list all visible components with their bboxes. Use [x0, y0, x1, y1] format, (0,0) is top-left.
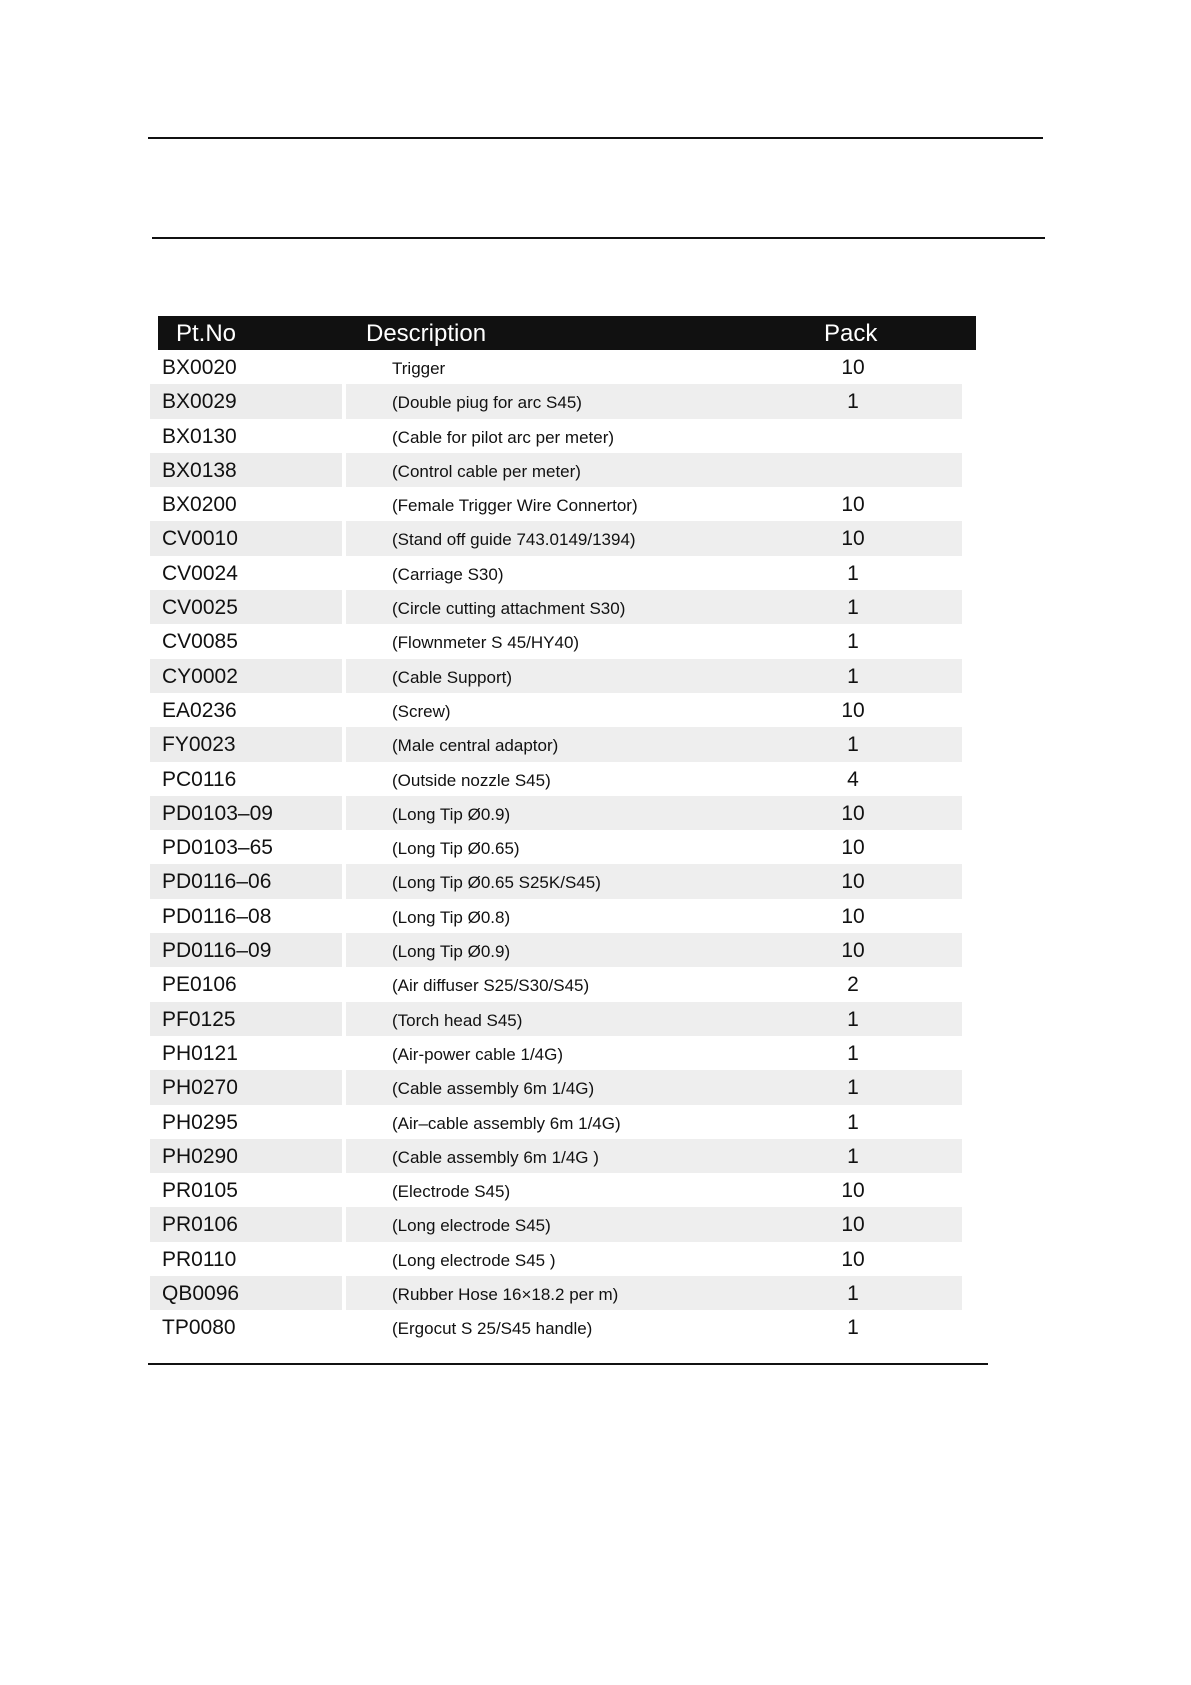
- bottom-rule: [148, 1363, 988, 1365]
- table-row: [150, 521, 980, 555]
- part-description: (Control cable per meter): [392, 461, 581, 481]
- part-number: PH0270: [162, 1076, 238, 1100]
- table-row: [150, 1105, 980, 1139]
- part-number: PD0116–09: [162, 939, 272, 963]
- part-number: PD0103–65: [162, 836, 273, 860]
- table-row: [150, 556, 980, 590]
- pack-quantity: 1: [847, 664, 859, 688]
- part-description: (Circle cutting attachment S30): [392, 599, 626, 619]
- table-row: [150, 1173, 980, 1207]
- table-row: [150, 1070, 980, 1104]
- part-description: Trigger: [392, 359, 446, 378]
- part-description: (Long Tip Ø0.65): [392, 839, 520, 859]
- part-description: (Torch head S45): [392, 1010, 523, 1030]
- pack-quantity: 1: [847, 733, 859, 757]
- part-description: (Outside nozzle S45): [392, 770, 551, 790]
- part-number: BX0020: [162, 356, 237, 379]
- table-row: [150, 659, 980, 693]
- pack-quantity: 1: [847, 1144, 859, 1168]
- table-row: [150, 830, 980, 864]
- part-number: CV0010: [162, 527, 238, 551]
- part-number: FY0023: [162, 733, 236, 757]
- table-row: [150, 1036, 980, 1070]
- part-description: (Stand off guide 743.0149/1394): [392, 530, 636, 550]
- part-number: PE0106: [162, 973, 237, 997]
- pack-quantity: 10: [841, 1213, 865, 1237]
- part-description: (Cable for pilot arc per meter): [392, 427, 615, 447]
- table-row: [150, 487, 980, 521]
- header-rule: [152, 237, 1045, 239]
- part-description: (Ergocut S 25/S45 handle): [392, 1319, 593, 1339]
- header-description: Description: [366, 320, 487, 347]
- part-number: BX0200: [162, 493, 237, 517]
- pack-quantity: 10: [841, 1179, 865, 1203]
- part-number: BX0029: [162, 390, 237, 414]
- part-description: (Long Tip Ø0.65 S25K/S45): [392, 873, 601, 893]
- table-row: [150, 1276, 980, 1310]
- table-row: [150, 727, 980, 761]
- part-description: (Long Tip Ø0.9): [392, 942, 511, 962]
- part-description: (Air diffuser S25/S30/S45): [392, 976, 590, 996]
- table-row: [150, 899, 980, 933]
- pack-quantity: 10: [841, 493, 865, 517]
- pack-quantity: 10: [841, 904, 865, 928]
- table-row: [150, 967, 980, 1001]
- part-number: QB0096: [162, 1282, 240, 1306]
- header-pt-no: Pt.No: [176, 320, 237, 347]
- table-row: [150, 590, 980, 624]
- pack-quantity: 10: [841, 870, 865, 894]
- pack-quantity: 10: [841, 356, 865, 379]
- table-row: [150, 1310, 980, 1344]
- part-description: (Carriage S30): [392, 564, 504, 584]
- part-number: CV0025: [162, 596, 238, 620]
- pack-quantity: 1: [847, 630, 859, 654]
- part-number: BX0138: [162, 458, 237, 482]
- pack-quantity: 1: [847, 596, 859, 620]
- part-description: (Male central adaptor): [392, 736, 559, 756]
- part-number: TP0080: [162, 1316, 236, 1340]
- part-number: PR0110: [162, 1247, 237, 1271]
- table-row: [150, 693, 980, 727]
- pack-quantity: 1: [847, 1007, 859, 1031]
- part-description: (Screw): [392, 701, 451, 721]
- part-number: PH0295: [162, 1110, 238, 1134]
- table-row: [150, 933, 980, 967]
- part-number: PD0116–08: [162, 904, 272, 928]
- part-description: (Air–cable assembly 6m 1/4G): [392, 1113, 621, 1133]
- table-row: [150, 796, 980, 830]
- part-number: PH0121: [162, 1041, 238, 1065]
- part-description: (Flownmeter S 45/HY40): [392, 633, 580, 653]
- part-number: PR0105: [162, 1179, 238, 1203]
- part-description: (Air-power cable 1/4G): [392, 1044, 564, 1064]
- pack-quantity: 10: [841, 527, 865, 551]
- table-row: [150, 384, 980, 418]
- part-number: CY0002: [162, 664, 238, 688]
- pack-quantity: 10: [841, 1247, 865, 1271]
- part-description: (Cable assembly 6m 1/4G ): [392, 1147, 599, 1167]
- part-description: (Long Tip Ø0.8): [392, 907, 511, 927]
- part-number: PD0103–09: [162, 801, 273, 825]
- pack-quantity: 4: [847, 767, 859, 791]
- part-description: (Double piug for arc S45): [392, 393, 582, 413]
- table-row: [150, 1002, 980, 1036]
- part-number: PC0116: [162, 767, 237, 791]
- part-number: CV0024: [162, 561, 238, 585]
- part-description: (Electrode S45): [392, 1182, 511, 1202]
- table-row: [150, 624, 980, 658]
- top-rule: [148, 137, 1043, 139]
- pack-quantity: 2: [847, 973, 859, 997]
- part-number: PH0290: [162, 1144, 238, 1168]
- table-row: [150, 762, 980, 796]
- header-pack: Pack: [824, 320, 878, 347]
- table-row: [150, 864, 980, 898]
- table-header: [158, 316, 976, 350]
- table-row: [150, 350, 980, 384]
- part-number: BX0130: [162, 424, 237, 448]
- pack-quantity: 1: [847, 1041, 859, 1065]
- pack-quantity: 1: [847, 1110, 859, 1134]
- part-description: (Rubber Hose 16×18.2 per m): [392, 1285, 619, 1305]
- part-description: (Long electrode S45): [392, 1216, 551, 1236]
- part-number: PF0125: [162, 1007, 236, 1031]
- pack-quantity: 10: [841, 801, 865, 825]
- part-number: PD0116–06: [162, 870, 272, 894]
- pack-quantity: 1: [847, 1282, 859, 1306]
- part-description: (Cable Support): [392, 667, 513, 687]
- table-row: [150, 419, 980, 453]
- table-row: [150, 1139, 980, 1173]
- table-row: [150, 1207, 980, 1241]
- part-number: PR0106: [162, 1213, 238, 1237]
- part-description: (Long electrode S45 ): [392, 1250, 556, 1270]
- parts-table: [150, 316, 980, 1345]
- pack-quantity: 10: [841, 836, 865, 860]
- part-description: (Long Tip Ø0.9): [392, 804, 511, 824]
- table-body: [150, 350, 980, 1345]
- pack-quantity: 1: [847, 1316, 859, 1340]
- part-number: CV0085: [162, 630, 238, 654]
- part-description: (Female Trigger Wire Connertor): [392, 496, 638, 516]
- table-row: [150, 453, 980, 487]
- pack-quantity: 10: [841, 939, 865, 963]
- pack-quantity: 1: [847, 390, 859, 414]
- table-row: [150, 1242, 980, 1276]
- part-description: (Cable assembly 6m 1/4G): [392, 1079, 595, 1099]
- part-number: EA0236: [162, 698, 237, 722]
- pack-quantity: 10: [841, 698, 865, 722]
- pack-quantity: 1: [847, 561, 859, 585]
- pack-quantity: 1: [847, 1076, 859, 1100]
